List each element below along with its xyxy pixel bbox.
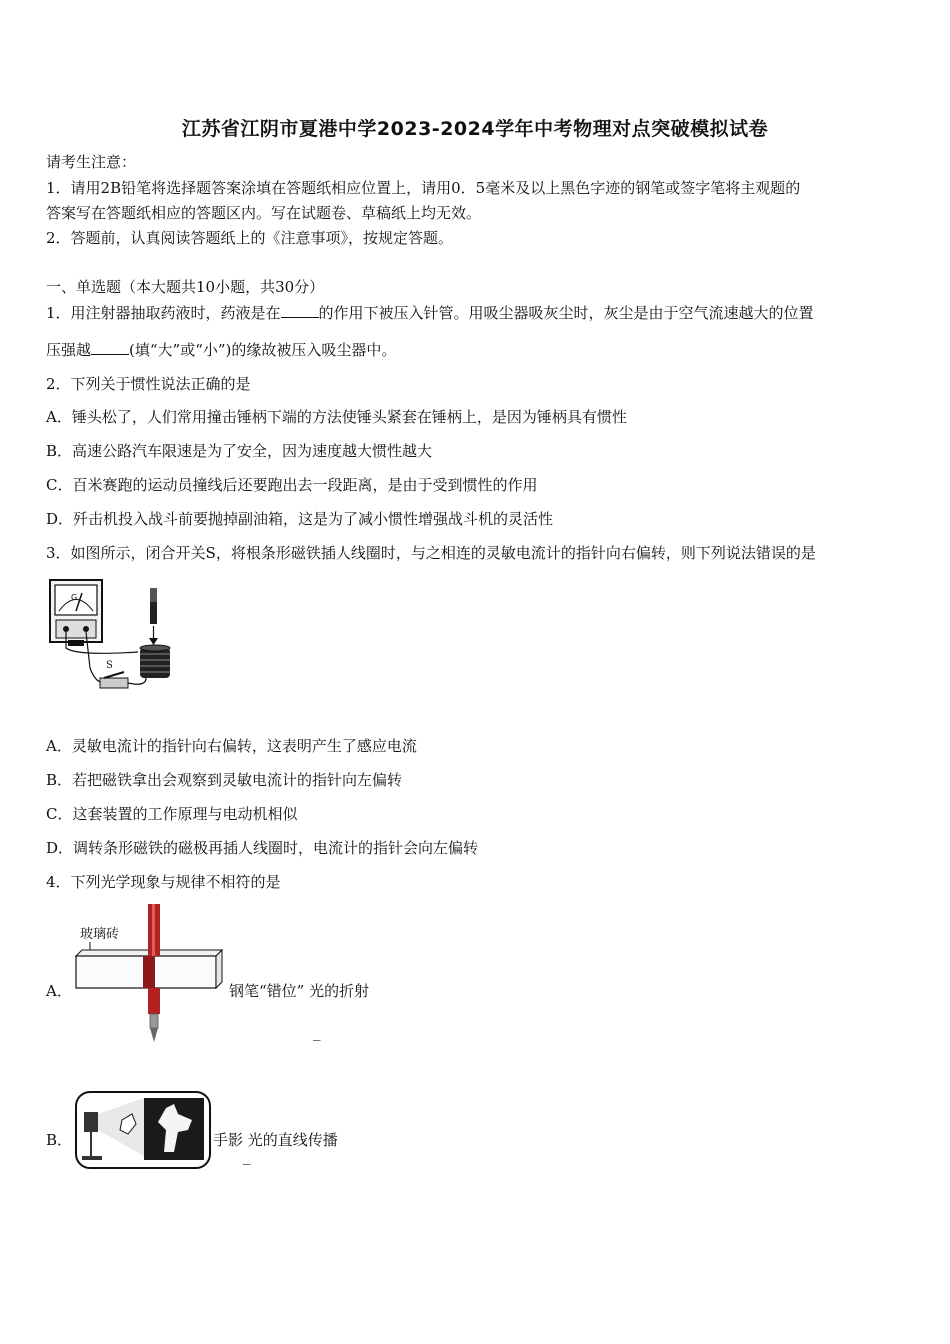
q3-option-d: D．调转条形磁铁的磁极再插人线圈时，电流计的指针会向左偏转 [46, 839, 479, 857]
q4-option-b-text: 手影 光的直线传播 [213, 1131, 338, 1149]
galvanometer-coil-figure [46, 578, 180, 698]
q1-blank-2[interactable] [91, 340, 129, 355]
q1-text-1: 1．用注射器抽取药液时，药液是在 [46, 304, 281, 322]
q3-option-b: B．若把磁铁拿出会观察到灵敏电流计的指针向左偏转 [46, 771, 403, 789]
section-heading: 一、单选题（本大题共10小题，共30分） [46, 278, 325, 296]
q1-text-2: 的作用下被压入针管。用吸尘器吸灰尘时，灰尘是由于空气流速越大的位置 [318, 304, 814, 322]
notice-heading: 请考生注意： [46, 153, 137, 171]
q4-option-a-text: 钢笔“错位” 光的折射 [229, 982, 370, 1000]
q2-option-b: B．高速公路汽车限速是为了安全，因为速度越大惯性越大 [46, 442, 433, 460]
q2-stem: 2．下列关于惯性说法正确的是 [46, 375, 251, 393]
q4-stem: 4．下列光学现象与规律不相符的是 [46, 873, 281, 891]
q3-option-a: A．灵敏电流计的指针向右偏转，这表明产生了感应电流 [46, 737, 417, 755]
q3-option-c: C．这套装置的工作原理与电动机相似 [46, 805, 298, 823]
q3-stem: 3．如图所示，闭合开关S，将根条形磁铁插人线圈时，与之相连的灵敏电流计的指针向右偏转，则下列说法错误的是 [46, 544, 816, 562]
q2-option-a: A．锤头松了，人们常用撞击锤柄下端的方法使锤头紧套在锤柄上，是因为锤柄具有惯性 [46, 408, 627, 426]
q4-option-a-label: A． [46, 982, 72, 1000]
q1-line-1 [46, 303, 814, 323]
hand-shadow-figure [74, 1090, 212, 1170]
q1-text-4: (填“大”或“小”)的缘故被压入吸尘器中。 [129, 341, 397, 359]
notice-line-1a: 1．请用2B铅笔将选择题答案涂填在答题纸相应位置上，请用0．5毫米及以上黑色字迹的钢笔或签字笔将主观题的 [46, 179, 801, 197]
q1-blank-1[interactable] [281, 303, 319, 318]
q4-option-a-mark: _ [313, 1023, 321, 1041]
notice-line-1b: 答案写在答题纸相应的答题区内。写在试题卷、草稿纸上均无效。 [46, 204, 482, 222]
q2-option-c: C．百米赛跑的运动员撞线后还要跑出去一段距离，是由于受到惯性的作用 [46, 476, 538, 494]
switch-s-label: S [106, 660, 113, 671]
q4-option-b-label: B． [46, 1131, 73, 1149]
notice-line-2: 2．答题前，认真阅读答题纸上的《注意事项》，按规定答题。 [46, 229, 454, 247]
q1-line-2 [46, 340, 396, 360]
svg-text:G: G [71, 593, 78, 602]
glass-brick-label: 玻璃砖 [80, 927, 120, 942]
q4-option-b-mark: _ [243, 1147, 251, 1165]
q2-option-d: D．歼击机投入战斗前要抛掉副油箱，这是为了减小惯性增强战斗机的灵活性 [46, 510, 554, 528]
pen-glass-brick-figure [72, 902, 228, 1044]
q1-text-3: 压强越 [46, 341, 92, 359]
page-title: 江苏省江阴市夏港中学2023-2024学年中考物理对点突破模拟试卷 [181, 118, 769, 140]
